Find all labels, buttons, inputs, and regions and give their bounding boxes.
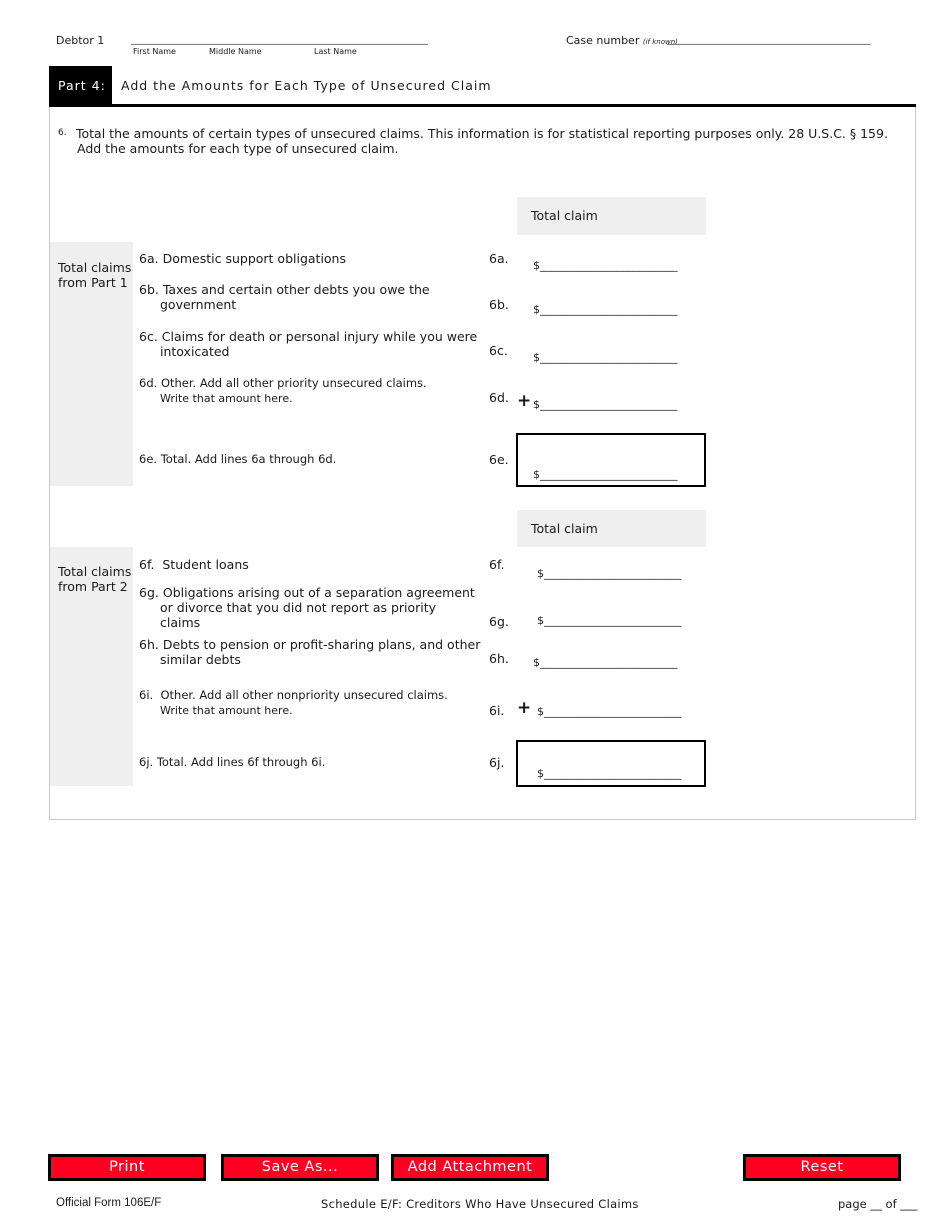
intro-line-2: Add the amounts for each type of unsecured claim. bbox=[77, 141, 399, 156]
line-6c-prefix: 6c. bbox=[139, 329, 158, 344]
total-claim-header-1: Total claim bbox=[517, 197, 706, 235]
line-6e-prefix: 6e. bbox=[139, 452, 158, 466]
line-6a-text: Domestic support obligations bbox=[162, 251, 346, 266]
line-6h-label bbox=[139, 637, 480, 667]
line-6c-text-2: intoxicated bbox=[160, 344, 230, 359]
line-6b-ref: 6b. bbox=[489, 297, 509, 312]
line-6c-label bbox=[139, 329, 477, 359]
line-6g-amount-field[interactable]: $_________________________ bbox=[537, 614, 682, 627]
print-button[interactable]: Print bbox=[49, 1155, 205, 1180]
line-6h-ref: 6h. bbox=[489, 651, 509, 666]
line-6a-prefix: 6a. bbox=[139, 251, 159, 266]
line-6j-prefix: 6j. bbox=[139, 755, 154, 769]
line-6b-label bbox=[139, 282, 430, 312]
line-6g-label bbox=[139, 585, 475, 630]
side-label-part-2-line-2: from Part 2 bbox=[58, 579, 128, 594]
line-6i-amount-field[interactable]: $_________________________ bbox=[537, 705, 682, 718]
line-6f-prefix: 6f. bbox=[139, 557, 155, 572]
line-6b-amount-field[interactable]: $_________________________ bbox=[533, 303, 678, 316]
line-6a-label bbox=[139, 251, 346, 266]
side-label-part-1-line-2: from Part 1 bbox=[58, 275, 128, 290]
line-6f-label bbox=[139, 557, 249, 572]
if-known-text: (if known) bbox=[642, 38, 678, 46]
case-number-text: Case number bbox=[566, 34, 640, 47]
line-6g-text-2: or divorce that you did not report as priority bbox=[160, 600, 437, 615]
add-attachment-button[interactable]: Add Attachment bbox=[392, 1155, 548, 1180]
line-6d-amount-field[interactable]: $_________________________ bbox=[533, 398, 678, 411]
plus-sign-1: + bbox=[517, 391, 532, 411]
line-6j-amount-field[interactable]: $_________________________ bbox=[537, 767, 682, 780]
line-6j-label bbox=[139, 755, 325, 769]
save-as-button[interactable]: Save As... bbox=[222, 1155, 378, 1180]
line-6b-text-1: Taxes and certain other debts you owe the bbox=[162, 282, 430, 297]
total-claim-header-2: Total claim bbox=[517, 510, 706, 547]
debtor-name-field[interactable]: ______________________________________________________ bbox=[131, 32, 428, 45]
line-6d-ref: 6d. bbox=[489, 390, 509, 405]
first-name-caption: First Name bbox=[133, 47, 176, 56]
line-6e-label bbox=[139, 452, 336, 466]
plus-sign-2: + bbox=[517, 698, 532, 718]
line-6h-amount-field[interactable]: $_________________________ bbox=[533, 656, 678, 669]
line-6c-ref: 6c. bbox=[489, 343, 508, 358]
side-label-part-1 bbox=[58, 260, 131, 290]
line-6i-text-1: Other. Add all other nonpriority unsecured claims. bbox=[160, 688, 448, 702]
line-6i-label bbox=[139, 688, 448, 718]
line-6h-prefix: 6h. bbox=[139, 637, 159, 652]
footer-title: Schedule E/F: Creditors Who Have Unsecured Claims bbox=[321, 1197, 639, 1211]
part-title: Add the Amounts for Each Type of Unsecured Claim bbox=[121, 78, 492, 93]
line-6g-prefix: 6g. bbox=[139, 585, 159, 600]
line-6j-text: Total. Add lines 6f through 6i. bbox=[156, 755, 326, 769]
intro-number: 6. bbox=[58, 128, 67, 138]
line-6j-ref: 6j. bbox=[489, 755, 505, 770]
line-6e-text: Total. Add lines 6a through 6d. bbox=[160, 452, 337, 466]
case-number-field[interactable]: _____________________________________ bbox=[667, 32, 871, 45]
line-6h-text-1: Debts to pension or profit-sharing plans, and other bbox=[162, 637, 481, 652]
footer-page-number: page __ of ___ bbox=[838, 1197, 918, 1211]
middle-name-caption: Middle Name bbox=[209, 47, 262, 56]
footer-form-id: Official Form 106E/F bbox=[56, 1197, 162, 1209]
line-6g-text-1: Obligations arising out of a separation agreement bbox=[162, 585, 475, 600]
line-6d-label bbox=[139, 376, 427, 406]
line-6f-ref: 6f. bbox=[489, 557, 505, 572]
line-6a-ref: 6a. bbox=[489, 251, 509, 266]
last-name-caption: Last Name bbox=[314, 47, 357, 56]
case-number-label bbox=[566, 34, 678, 47]
line-6d-text-2: Write that amount here. bbox=[160, 392, 293, 405]
intro-line-1: Total the amounts of certain types of unsecured claims. This information is for statistical reporting purposes only. 28 U.S.C. § 159. bbox=[76, 126, 888, 141]
side-label-part-2 bbox=[58, 564, 131, 594]
line-6d-prefix: 6d. bbox=[139, 376, 158, 390]
side-label-part-2-line-1: Total claims bbox=[58, 564, 132, 579]
line-6e-ref: 6e. bbox=[489, 452, 509, 467]
reset-button[interactable]: Reset bbox=[744, 1155, 900, 1180]
line-6c-amount-field[interactable]: $_________________________ bbox=[533, 351, 678, 364]
line-6f-text: Student loans bbox=[162, 557, 249, 572]
line-6h-text-2: similar debts bbox=[160, 652, 241, 667]
line-6e-amount-field[interactable]: $_________________________ bbox=[533, 468, 678, 481]
line-6i-prefix: 6i. bbox=[139, 688, 154, 702]
line-6d-text-1: Other. Add all other priority unsecured claims. bbox=[160, 376, 427, 390]
line-6a-amount-field[interactable]: $_________________________ bbox=[533, 259, 678, 272]
line-6f-amount-field[interactable]: $_________________________ bbox=[537, 567, 682, 580]
side-label-part-1-line-1: Total claims bbox=[58, 260, 132, 275]
line-6i-text-2: Write that amount here. bbox=[160, 704, 293, 717]
line-6i-ref: 6i. bbox=[489, 703, 505, 718]
line-6g-ref: 6g. bbox=[489, 614, 509, 629]
part-tab: Part 4: bbox=[49, 66, 112, 107]
line-6b-prefix: 6b. bbox=[139, 282, 159, 297]
line-6b-text-2: government bbox=[160, 297, 237, 312]
line-6g-text-3: claims bbox=[160, 615, 201, 630]
debtor-label: Debtor 1 bbox=[56, 34, 105, 47]
line-6c-text-1: Claims for death or personal injury while you were bbox=[161, 329, 478, 344]
